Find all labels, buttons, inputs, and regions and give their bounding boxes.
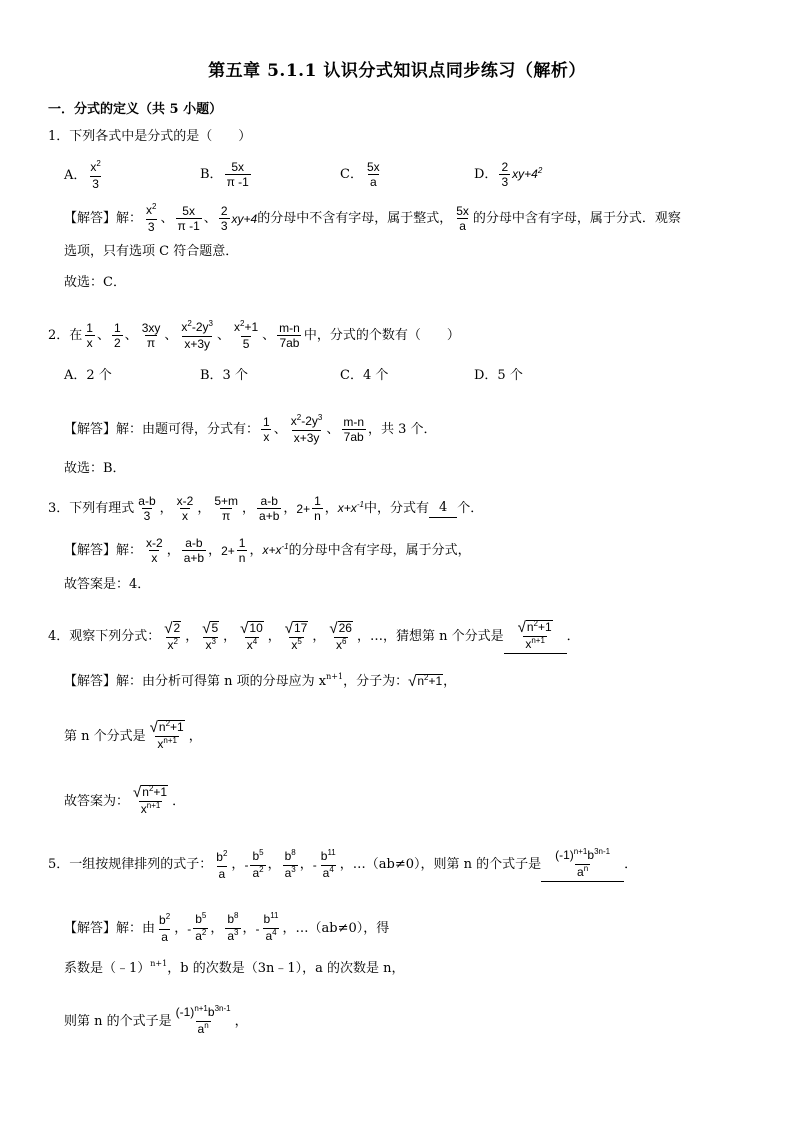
q2-option-a: A．2 个 — [64, 368, 112, 383]
q1-solution-line2: 选项，只有选项 C 符合题意． — [64, 244, 239, 259]
q3-solution: 【解答】 解： $\frac{x-2}{x}$ ， $\frac{a-b}{a+b}$ ， 2+ $\frac{1}{n}$ ， $x+x^{-1}$ 的分母中含有字母，属于分式， — [64, 536, 471, 565]
q2-choice: 故选：B． — [64, 461, 126, 476]
q1-d-label: D． — [474, 166, 498, 182]
q1-option-d — [474, 160, 542, 189]
solution-tag: 【解答】 — [64, 210, 117, 226]
page-title: 第五章 5.1.1 认识分式知识点同步练习（解析） — [208, 61, 586, 81]
q2-option-d: D．5 个 — [474, 368, 523, 383]
q1-option-b — [200, 160, 253, 189]
q5-solution-coef: 系数是（﹣1） n+1 ，b 的次数是（3n﹣1），a 的次数是 n， — [64, 959, 405, 976]
q5-solution: 【解答】 解： 由 $\frac{b^2}{a}$ ， - $\frac{b^5}{a^2}$ ， $\frac{b^8}{a^3}$ ， - $\frac{b^{11}}{a^4}$ ，…（ab≠0），得 — [64, 911, 390, 944]
q2-solution: 【解答】 解： 由题可得，分式有： $\frac{1}{x}$ 、 $\frac{x^2-2y^3}{x+3y}$ 、 $\frac{m-n}{7ab}$ ，共 3 个． — [64, 413, 437, 445]
q4-stem: 4．观察下列分式： √ 2 $x^2$ ， √ 5 $x^3$ ， √ 10 $x^4$ ， √ 17 $x^5$ ， √ 26 $x^6$ ，…，猜想第 n 个分式是 √ $n^2+1$ $x^{n+1}$ ． — [48, 620, 580, 654]
q1-b-frac: $\frac{5x}{\pi -1}$ — [226, 160, 249, 189]
q1-a-label: A． — [64, 167, 87, 183]
q3-answer-blank: 4 — [429, 499, 457, 518]
q1-d-tail: $xy+4^2$ — [512, 165, 543, 181]
q2-option-c: C．4 个 — [340, 368, 389, 383]
q1-choice: 故选：C． — [64, 275, 126, 290]
q4-solution: 【解答】 解： 由分析可得第 n 项的分母应为 x n+1 ，分子为： √ $n^2+1$ ， — [64, 672, 457, 690]
q5-solution-last: 则第 n 的个式子是 $\frac{(-1)^{n+1}b^{3n-1}}{a^n}$ ， — [64, 1004, 248, 1036]
q5-answer-blank: $\frac{(-1)^{n+1}b^{3n-1}}{a^n}$ — [541, 848, 624, 882]
q3-result: 故答案是：4． — [64, 577, 151, 592]
q4-answer-blank: √ $n^2+1$ $x^{n+1}$ — [504, 620, 567, 654]
q2-stem: 2．在 $\frac{1}{x}$ 、 $\frac{1}{2}$ 、 $\frac{3xy}{\pi}$ 、 $\frac{x^2-2y^3}{x+3y}$ 、 $\frac{x^2+1}{5}$ 、 $\frac{m-n}{7ab}$ 中，分式的个数有（ ） — [48, 319, 460, 351]
q1-d-frac: $\frac{2}{3}$ — [501, 160, 509, 189]
q1-stem: 1．下列各式中是分式的是（ ） — [48, 129, 252, 144]
q3-stem: 3．下列有理式 $\frac{a-b}{3}$ ， $\frac{x-2}{x}$ ， $\frac{5+m}{\pi}$ ， $\frac{a-b}{a+b}$ ， 2+ $\frac{1}{n}$ ， $x+x^{-1}$ 中，分式有 4 个． — [48, 494, 484, 523]
q5-stem: 5．一组按规律排列的式子： $\frac{b^2}{a}$ ， - $\frac{b^5}{a^2}$ ， $\frac{b^8}{a^3}$ ， - $\frac{b^{11}}{a^4}$ ，…（ab≠0），则第 n 的个式子是 $\frac{(-1)^{n+1}b^{3n-1}}{a^n}$ ． — [48, 847, 638, 881]
q1-option-a — [64, 160, 105, 191]
q1-b-label: B． — [200, 166, 223, 182]
q1-c-frac: $\frac{5x}{a}$ — [366, 160, 380, 189]
q4-solution-line2: 第 n 个分式是 √ $n^2+1$ $x^{n+1}$ ， — [64, 719, 202, 751]
q2-option-b: B．3 个 — [200, 368, 248, 383]
q1-a-frac: $\frac{x^2}{3}$ — [90, 159, 101, 191]
q1-c-label: C． — [340, 166, 363, 182]
q1-option-c — [340, 160, 384, 189]
q1-solution: 【解答】 解： $\frac{x^2}{3}$ 、 $\frac{5x}{\pi -1}$ 、 $\frac{2}{3}$ xy+4 的分母中不含有字母，属于整式， $\frac{5x}{a}$ 的分母中含有字母，属于分式．观察 — [64, 202, 681, 234]
section-heading: 一．分式的定义（共 5 小题） — [48, 102, 223, 117]
q4-result: 故答案为： √ $n^2+1$ $x^{n+1}$ ． — [64, 784, 186, 816]
